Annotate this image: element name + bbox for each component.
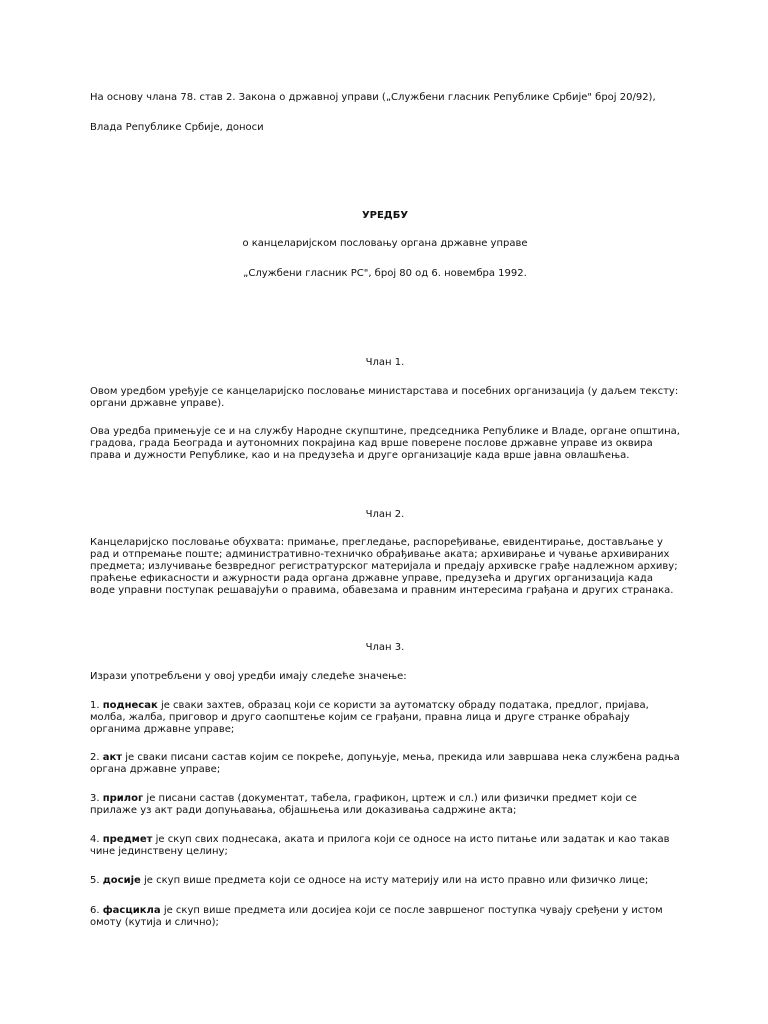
definition-term: акт [102,752,123,763]
definition-number: 2. [90,752,100,763]
definition-number: 5. [90,875,100,886]
definition-text: је скуп више предмета који се односе на исту материју или на исто правно или физичко лице; [144,875,649,886]
definition-number: 1. [90,700,100,711]
definition-item [90,905,680,929]
article2-heading: Члан 2. [365,509,405,520]
decree-heading: УРЕДБУ [361,210,409,221]
definition-text: је писани састав (документат, табела, графикон, цртеж и сл.) или физички предмет који се прилаже уз акт ради допуњавања, објашњења или доказивања садржине акта; [90,793,637,816]
definition-text: је скуп више предмета или досијеа који се после завршеног поступка чувају сређени у истом омоту (кутија и слично); [90,905,663,928]
article2-paragraph-1: Канцеларијско пословање обухвата: примање, прегледање, распоређивање, евидентирање, достављање у рад и отпремање поште; административно-техничко обрађивање аката; архивирање и чување архивираних предмета; излучивање безвредног регистратурског материјала и предају архивске грађе надлежном архиву; праћење ефикасности и ажурности рада органа државне управе, предузећа и других организација када воде управни поступак решавајући о правима, обавезама и правним интересима грађана и других странака. [90,537,678,596]
definition-term: поднесак [102,700,158,711]
preamble-basis: На основу члана 78. став 2. Закона о државној управи („Службени гласник Републике Србије" број 20/92), [90,92,656,103]
article1-paragraph-1: Овом уредбом уређује се канцеларијско пословање министарстава и посебних организација (у даљем тексту: органи државне управе). [90,386,679,409]
article1-heading: Члан 1. [365,357,405,368]
definition-item [90,793,680,817]
decree-subject: о канцеларијском пословању органа државне управе [242,238,528,249]
definition-item [90,875,680,887]
decree-gazette: „Службени гласник РС", број 80 од 6. новембра 1992. [243,268,527,279]
article1-paragraph-2: Ова уредба примењује се и на службу Народне скупштине, председника Републике и Владе, органе општина, градова, града Београда и аутономних покрајина кад врше поверене послове државне управе из оквира права и дужности Републике, као и на предузећа и друге организације када врше јавна овлашћења. [90,426,680,461]
definition-term: прилог [102,793,144,804]
definition-term: предмет [102,834,153,845]
definition-item [90,834,680,858]
definition-text: је скуп свих поднесака, аката и прилога који се односе на исто питање или задатак и као такав чине јединствену целину; [90,834,670,857]
definition-text: је сваки писани састав којим се покреће, допуњује, мења, прекида или завршава нека службена радња органа државне управе; [90,752,680,775]
preamble-issuer: Влада Републике Србије, доноси [90,122,264,133]
definition-item [90,700,680,736]
definition-item [90,752,680,776]
definition-number: 4. [90,834,100,845]
definition-term: досије [102,875,141,886]
definition-number: 3. [90,793,100,804]
article3-intro: Изрази употребљени у овој уредби имају следеће значење: [90,671,407,682]
definition-term: фасцикла [102,905,161,916]
definition-text: је сваки захтев, образац који се користи за аутоматску обраду података, предлог, пријава, молба, жалба, приговор и друго саопштење којим се грађани, правна лица и друге странке обраћају органима државне управе; [90,700,649,735]
definition-number: 6. [90,905,100,916]
article3-heading: Члан 3. [365,642,405,653]
